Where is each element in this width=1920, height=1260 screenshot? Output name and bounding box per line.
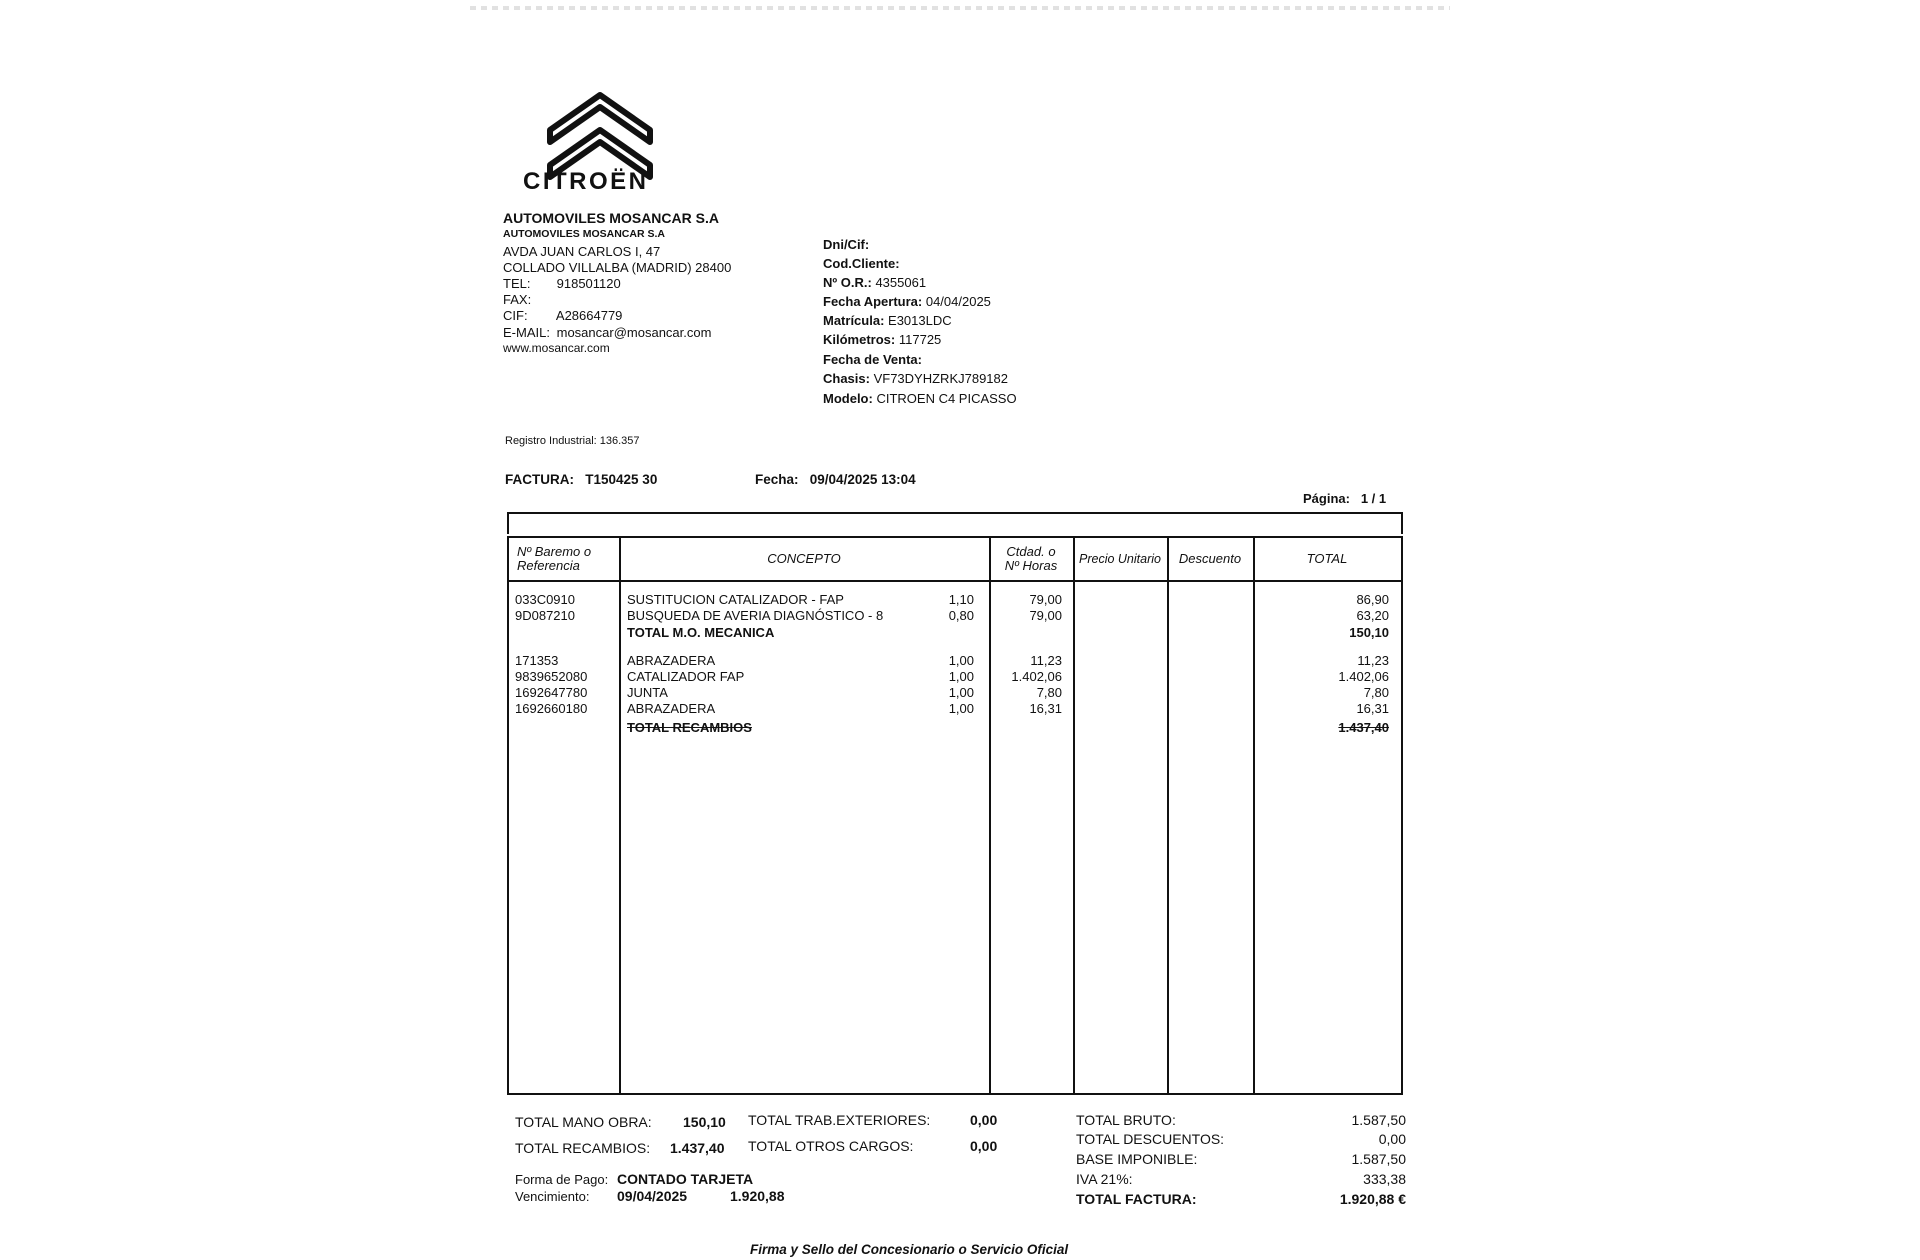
dealer-name: AUTOMOVILES MOSANCAR S.A — [503, 210, 719, 226]
forma-pago-label: Forma de Pago: — [515, 1172, 609, 1187]
or-label: Nº O.R.: — [823, 275, 872, 290]
modelo-label: Modelo: — [823, 391, 873, 406]
matricula-row — [823, 313, 952, 328]
chasis-row — [823, 371, 1008, 386]
cell-concepto: SUSTITUCION CATALIZADOR - FAP — [627, 592, 844, 607]
col-header-concepto: CONCEPTO — [767, 551, 841, 566]
brand-wordmark: CITROËN — [523, 168, 649, 195]
table-row-subtotal — [509, 720, 1401, 736]
vencimiento-label: Vencimiento: — [515, 1189, 590, 1204]
table-row-subtotal — [509, 625, 1401, 641]
venta-row — [823, 352, 922, 367]
base-value: 1.587,50 — [1351, 1151, 1406, 1167]
col-header-ref — [509, 538, 619, 580]
col-header-descuento: Descuento — [1178, 551, 1242, 566]
cliente-row — [823, 256, 900, 271]
cell-total: 63,20 — [1356, 608, 1389, 623]
fax-label: FAX: — [503, 292, 532, 307]
registro-industrial: Registro Industrial: 136.357 — [505, 435, 640, 447]
header-divider — [509, 580, 1401, 582]
cell-concepto: TOTAL M.O. MECANICA — [627, 625, 775, 640]
cell-precio: 1.402,06 — [1011, 669, 1062, 684]
cif-label: CIF: — [503, 308, 528, 323]
or-row — [823, 275, 926, 290]
cell-total: 11,23 — [1357, 653, 1389, 668]
or-value: 4355061 — [875, 275, 927, 290]
iva-label: IVA 21%: — [1076, 1171, 1133, 1187]
cell-precio: 79,00 — [1029, 592, 1062, 607]
cell-ref: 9D087210 — [515, 608, 575, 623]
km-value: 117725 — [898, 332, 942, 347]
cell-precio: 16,31 — [1029, 701, 1062, 716]
cell-total: 1.437,40 — [1338, 720, 1389, 735]
cell-qty: 1,00 — [948, 701, 974, 716]
dealer-tel — [503, 276, 621, 291]
tel-label: TEL: — [503, 276, 531, 291]
base-label: BASE IMPONIBLE: — [1076, 1151, 1198, 1167]
dealer-email — [503, 325, 711, 340]
total-factura-label: TOTAL FACTURA: — [1076, 1191, 1197, 1207]
cell-concepto: ABRAZADERA — [627, 653, 716, 668]
col-header-total: TOTAL — [1306, 551, 1348, 566]
matricula-value: E3013LDC — [888, 313, 952, 328]
chasis-label: Chasis: — [823, 371, 870, 386]
descuentos-label: TOTAL DESCUENTOS: — [1076, 1131, 1225, 1147]
col-header-precio: Precio Unitario — [1079, 552, 1161, 566]
table-row — [509, 592, 1401, 608]
factura-date — [755, 472, 916, 487]
cell-total: 150,10 — [1349, 625, 1389, 640]
dni-label: Dni/Cif: — [823, 237, 870, 252]
col-header-qty — [989, 538, 1073, 580]
dealer-cif — [503, 308, 622, 323]
apertura-value: 04/04/2025 — [925, 294, 991, 309]
table-row — [509, 685, 1401, 701]
cell-qty: 1,00 — [948, 669, 974, 684]
vencimiento-date: 09/04/2025 — [617, 1188, 688, 1204]
dealer-web: www.mosancar.com — [503, 341, 610, 355]
otros-cargos-value: 0,00 — [970, 1138, 998, 1154]
recambios-value: 1.437,40 — [670, 1140, 725, 1156]
otros-cargos-label: TOTAL OTROS CARGOS: — [748, 1138, 914, 1154]
cell-total: 86,90 — [1356, 592, 1389, 607]
cell-concepto: BUSQUEDA DE AVERIA DIAGNÓSTICO - 8 — [627, 608, 884, 623]
cell-qty: 0,80 — [948, 608, 974, 623]
cell-ref: 1692660180 — [515, 701, 588, 716]
cell-total: 1.402,06 — [1338, 669, 1389, 684]
cell-precio: 79,00 — [1029, 608, 1062, 623]
invoice-lines-table — [507, 536, 1403, 1095]
bruto-label: TOTAL BRUTO: — [1076, 1112, 1176, 1128]
tel-value: 918501120 — [556, 276, 621, 291]
page-number — [1303, 491, 1386, 506]
trab-ext-value: 0,00 — [970, 1112, 998, 1128]
forma-pago-value: CONTADO TARJETA — [617, 1171, 754, 1187]
qty-header-line2: Nº Horas — [1004, 558, 1058, 573]
ref-header-line1: Nº Baremo o — [517, 544, 592, 559]
dealer-address2: COLLADO VILLALBA (MADRID) 28400 — [503, 260, 732, 275]
cell-precio: 7,80 — [1036, 685, 1062, 700]
apertura-row — [823, 294, 991, 309]
cell-ref: 1692647780 — [515, 685, 588, 700]
modelo-value: CITROEN C4 PICASSO — [876, 391, 1017, 406]
signature-caption: Firma y Sello del Concesionario o Servicio Oficial — [750, 1242, 1069, 1257]
cell-concepto: TOTAL RECAMBIOS — [627, 720, 752, 735]
cell-concepto: JUNTA — [627, 685, 668, 700]
factura-label: FACTURA: — [505, 472, 574, 487]
cell-concepto: CATALIZADOR FAP — [627, 669, 745, 684]
cell-total: 7,80 — [1363, 685, 1389, 700]
dealer-subname: AUTOMOVILES MOSANCAR S.A — [503, 228, 665, 240]
dealer-address1: AVDA JUAN CARLOS I, 47 — [503, 244, 661, 259]
cell-qty: 1,10 — [948, 592, 974, 607]
table-row — [509, 653, 1401, 669]
pagina-label: Página: — [1303, 491, 1350, 506]
matricula-label: Matrícula: — [823, 313, 885, 328]
chasis-value: VF73DYHZRKJ789182 — [873, 371, 1008, 386]
mano-obra-value: 150,10 — [683, 1114, 726, 1130]
km-label: Kilómetros: — [823, 332, 896, 347]
dealer-fax — [503, 292, 553, 307]
pagina-value: 1 / 1 — [1360, 491, 1387, 506]
vencimiento-amount: 1.920,88 — [730, 1188, 785, 1204]
factura-number — [505, 472, 657, 487]
descuentos-value: 0,00 — [1378, 1131, 1406, 1147]
cell-ref: 033C0910 — [515, 592, 575, 607]
apertura-label: Fecha Apertura: — [823, 294, 923, 309]
ref-header-line2: Referencia — [517, 558, 580, 573]
dni-row — [823, 237, 869, 252]
km-row — [823, 332, 941, 347]
email-label: E-MAIL: — [503, 325, 550, 340]
table-row — [509, 669, 1401, 685]
table-row — [509, 608, 1401, 624]
cell-ref: 171353 — [515, 653, 559, 668]
modelo-row — [823, 391, 1017, 406]
factura-value: T150425 30 — [585, 472, 658, 487]
scan-artifact — [470, 6, 1450, 10]
trab-ext-label: TOTAL TRAB.EXTERIORES: — [748, 1112, 931, 1128]
cell-total: 16,31 — [1356, 701, 1389, 716]
bruto-value: 1.587,50 — [1351, 1112, 1406, 1128]
qty-header-line1: Ctdad. o — [1006, 544, 1056, 559]
cell-ref: 9839652080 — [515, 669, 588, 684]
mano-obra-label: TOTAL MANO OBRA: — [515, 1114, 652, 1130]
fecha-label: Fecha: — [755, 472, 799, 487]
email-value: mosancar@mosancar.com — [556, 325, 712, 340]
cell-qty: 1,00 — [948, 685, 974, 700]
cell-concepto: ABRAZADERA — [627, 701, 716, 716]
fecha-value: 09/04/2025 13:04 — [809, 472, 916, 487]
cell-precio: 11,23 — [1030, 653, 1062, 668]
iva-value: 333,38 — [1363, 1171, 1406, 1187]
table-row — [509, 701, 1401, 717]
cliente-label: Cod.Cliente: — [823, 256, 900, 271]
venta-label: Fecha de Venta: — [823, 352, 922, 367]
table-top-band — [507, 512, 1403, 534]
cif-value: A28664779 — [555, 308, 623, 323]
cell-qty: 1,00 — [948, 653, 974, 668]
recambios-label: TOTAL RECAMBIOS: — [515, 1140, 651, 1156]
total-factura-value: 1.920,88 € — [1339, 1191, 1406, 1207]
